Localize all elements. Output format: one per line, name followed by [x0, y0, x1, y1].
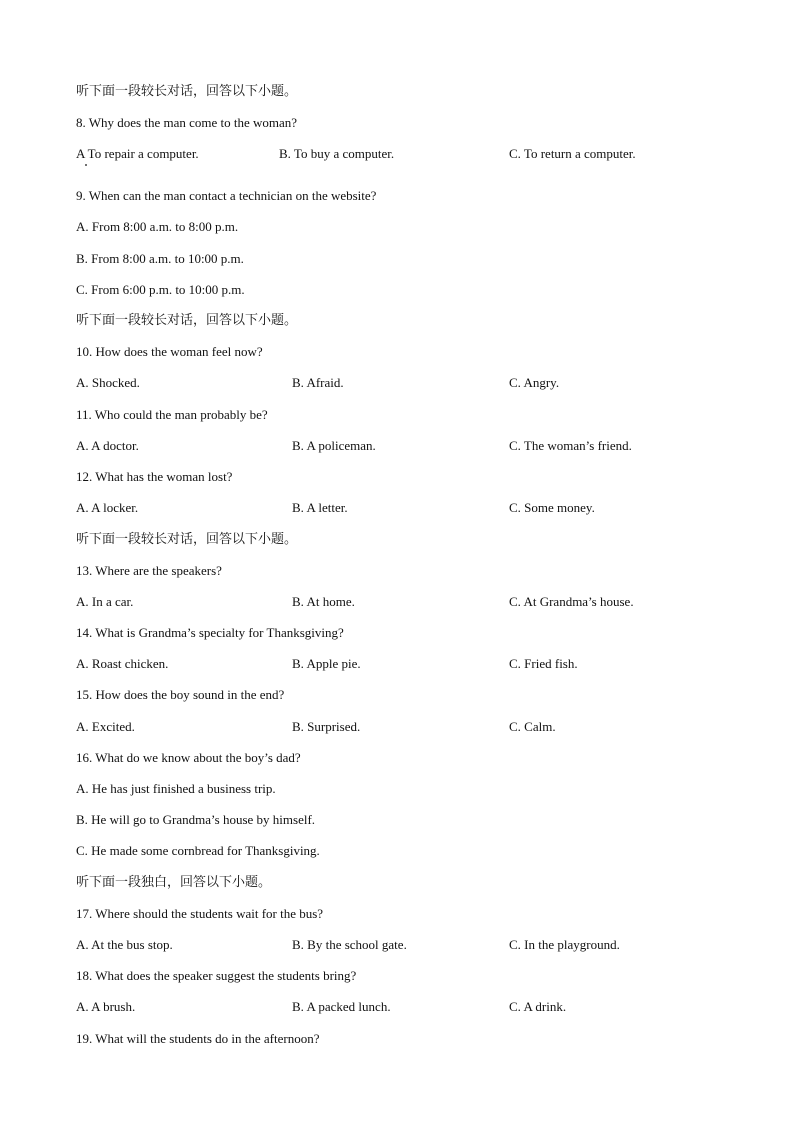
- q8-option-a: A To repair a computer.: [76, 146, 199, 161]
- question-17: 17. Where should the students wait for the bus?: [76, 906, 324, 921]
- q15-option-a: A. Excited.: [76, 719, 135, 734]
- q18-option-a: A. A brush.: [76, 999, 136, 1014]
- section-instruction: 听下面一段较长对话，回答以下小题。: [76, 313, 298, 328]
- q16-option-b: B. He will go to Grandma’s house by himself.: [76, 812, 316, 827]
- question-10: 10. How does the woman feel now?: [76, 344, 263, 359]
- question-9: 9. When can the man contact a technician on the website?: [76, 188, 377, 203]
- q18-option-b: B. A packed lunch.: [292, 999, 391, 1014]
- q14-option-a: A. Roast chicken.: [76, 656, 169, 671]
- q17-option-a: A. At the bus stop.: [76, 937, 173, 952]
- question-12: 12. What has the woman lost?: [76, 469, 233, 484]
- q8-option-b: B. To buy a computer.: [279, 146, 395, 161]
- q14-option-c: C. Fried fish.: [509, 656, 578, 671]
- q12-option-b: B. A letter.: [292, 500, 348, 515]
- q14-option-b: B. Apple pie.: [292, 656, 361, 671]
- q9-option-c: C. From 6:00 p.m. to 10:00 p.m.: [76, 282, 245, 297]
- q17-option-c: C. In the playground.: [509, 937, 620, 952]
- question-16: 16. What do we know about the boy’s dad?: [76, 750, 301, 765]
- q12-option-a: A. A locker.: [76, 500, 139, 515]
- q10-option-a: A. Shocked.: [76, 375, 140, 390]
- q17-option-b: B. By the school gate.: [292, 937, 407, 952]
- q16-option-a: A. He has just finished a business trip.: [76, 781, 276, 796]
- question-18: 18. What does the speaker suggest the students bring?: [76, 968, 357, 983]
- q11-option-b: B. A policeman.: [292, 438, 376, 453]
- question-11: 11. Who could the man probably be?: [76, 407, 268, 422]
- q13-option-b: B. At home.: [292, 594, 355, 609]
- stray-dot: [85, 164, 87, 166]
- q18-option-c: C. A drink.: [509, 999, 567, 1014]
- section-instruction: 听下面一段独白，回答以下小题。: [76, 875, 272, 890]
- q15-option-c: C. Calm.: [509, 719, 556, 734]
- q11-option-a: A. A doctor.: [76, 438, 139, 453]
- q12-option-c: C. Some money.: [509, 500, 595, 515]
- q16-option-c: C. He made some cornbread for Thanksgiving.: [76, 843, 320, 858]
- q13-option-a: A. In a car.: [76, 594, 134, 609]
- q9-option-a: A. From 8:00 a.m. to 8:00 p.m.: [76, 219, 239, 234]
- question-13: 13. Where are the speakers?: [76, 563, 222, 578]
- q10-option-b: B. Afraid.: [292, 375, 344, 390]
- q10-option-c: C. Angry.: [509, 375, 560, 390]
- question-14: 14. What is Grandma’s specialty for Thanksgiving?: [76, 625, 344, 640]
- q8-option-c: C. To return a computer.: [509, 146, 636, 161]
- question-8: 8. Why does the man come to the woman?: [76, 115, 298, 130]
- section-instruction: 听下面一段较长对话，回答以下小题。: [76, 84, 298, 99]
- question-19: 19. What will the students do in the afternoon?: [76, 1031, 320, 1046]
- q11-option-c: C. The woman’s friend.: [509, 438, 632, 453]
- section-instruction: 听下面一段较长对话，回答以下小题。: [76, 532, 298, 547]
- q9-option-b: B. From 8:00 a.m. to 10:00 p.m.: [76, 251, 244, 266]
- q15-option-b: B. Surprised.: [292, 719, 361, 734]
- q13-option-c: C. At Grandma’s house.: [509, 594, 634, 609]
- question-15: 15. How does the boy sound in the end?: [76, 687, 285, 702]
